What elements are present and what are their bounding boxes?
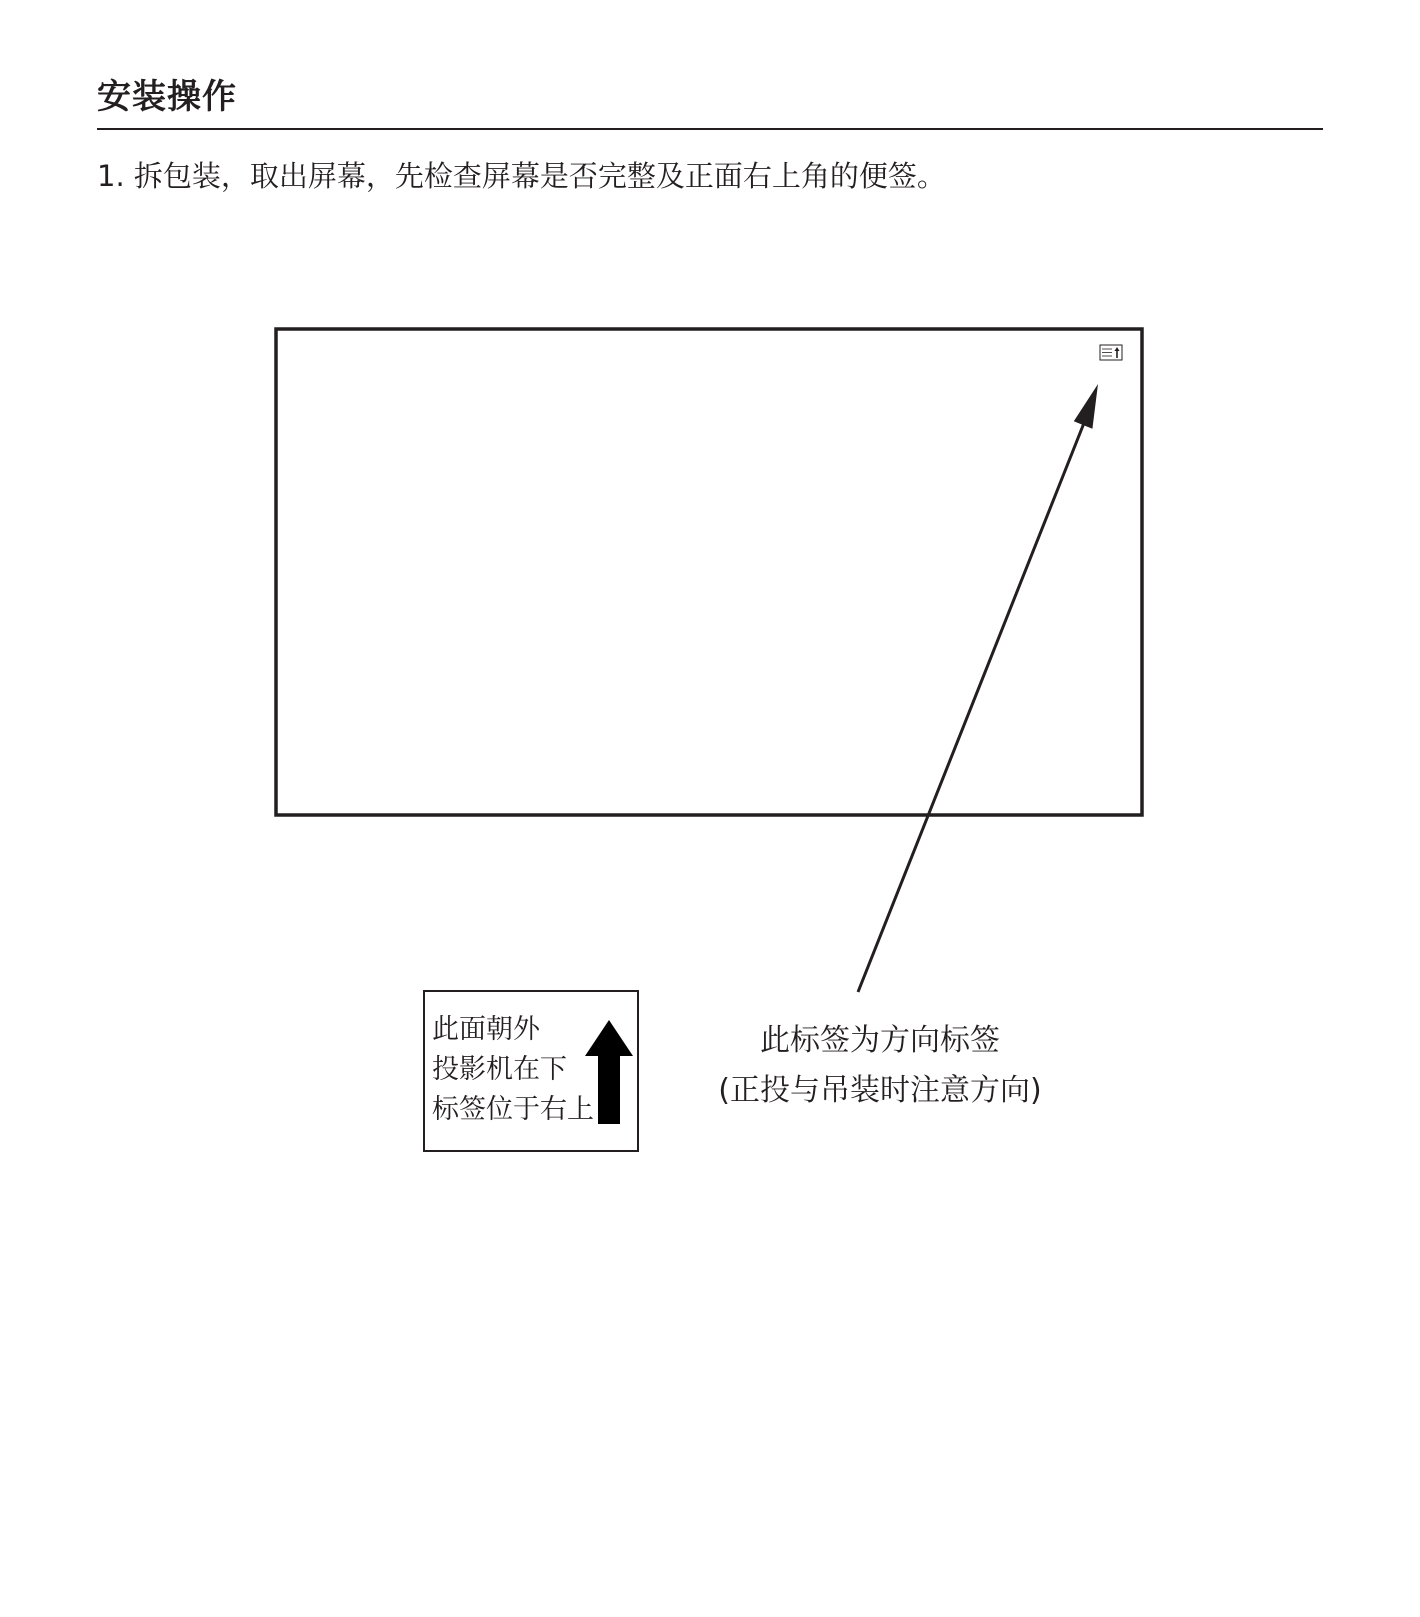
label-line-3: 标签位于右上 <box>432 1094 594 1125</box>
section-title: 安装操作 <box>97 77 237 117</box>
direction-sticker-icon <box>1100 345 1122 360</box>
caption-line-1: 此标签为方向标签 <box>760 1023 1000 1058</box>
caption-line-2: (正投与吊装时注意方向) <box>718 1073 1042 1108</box>
screen-outline <box>276 329 1142 815</box>
label-line-2: 投影机在下 <box>432 1054 567 1085</box>
direction-label-sample <box>423 990 639 1152</box>
step-1-instruction: 1. 拆包装，取出屏幕，先检查屏幕是否完整及正面右上角的便签。 <box>97 159 946 193</box>
pointer-arrow <box>858 384 1098 992</box>
label-line-1: 此面朝外 <box>432 1014 540 1045</box>
up-arrow-icon <box>583 1018 635 1126</box>
